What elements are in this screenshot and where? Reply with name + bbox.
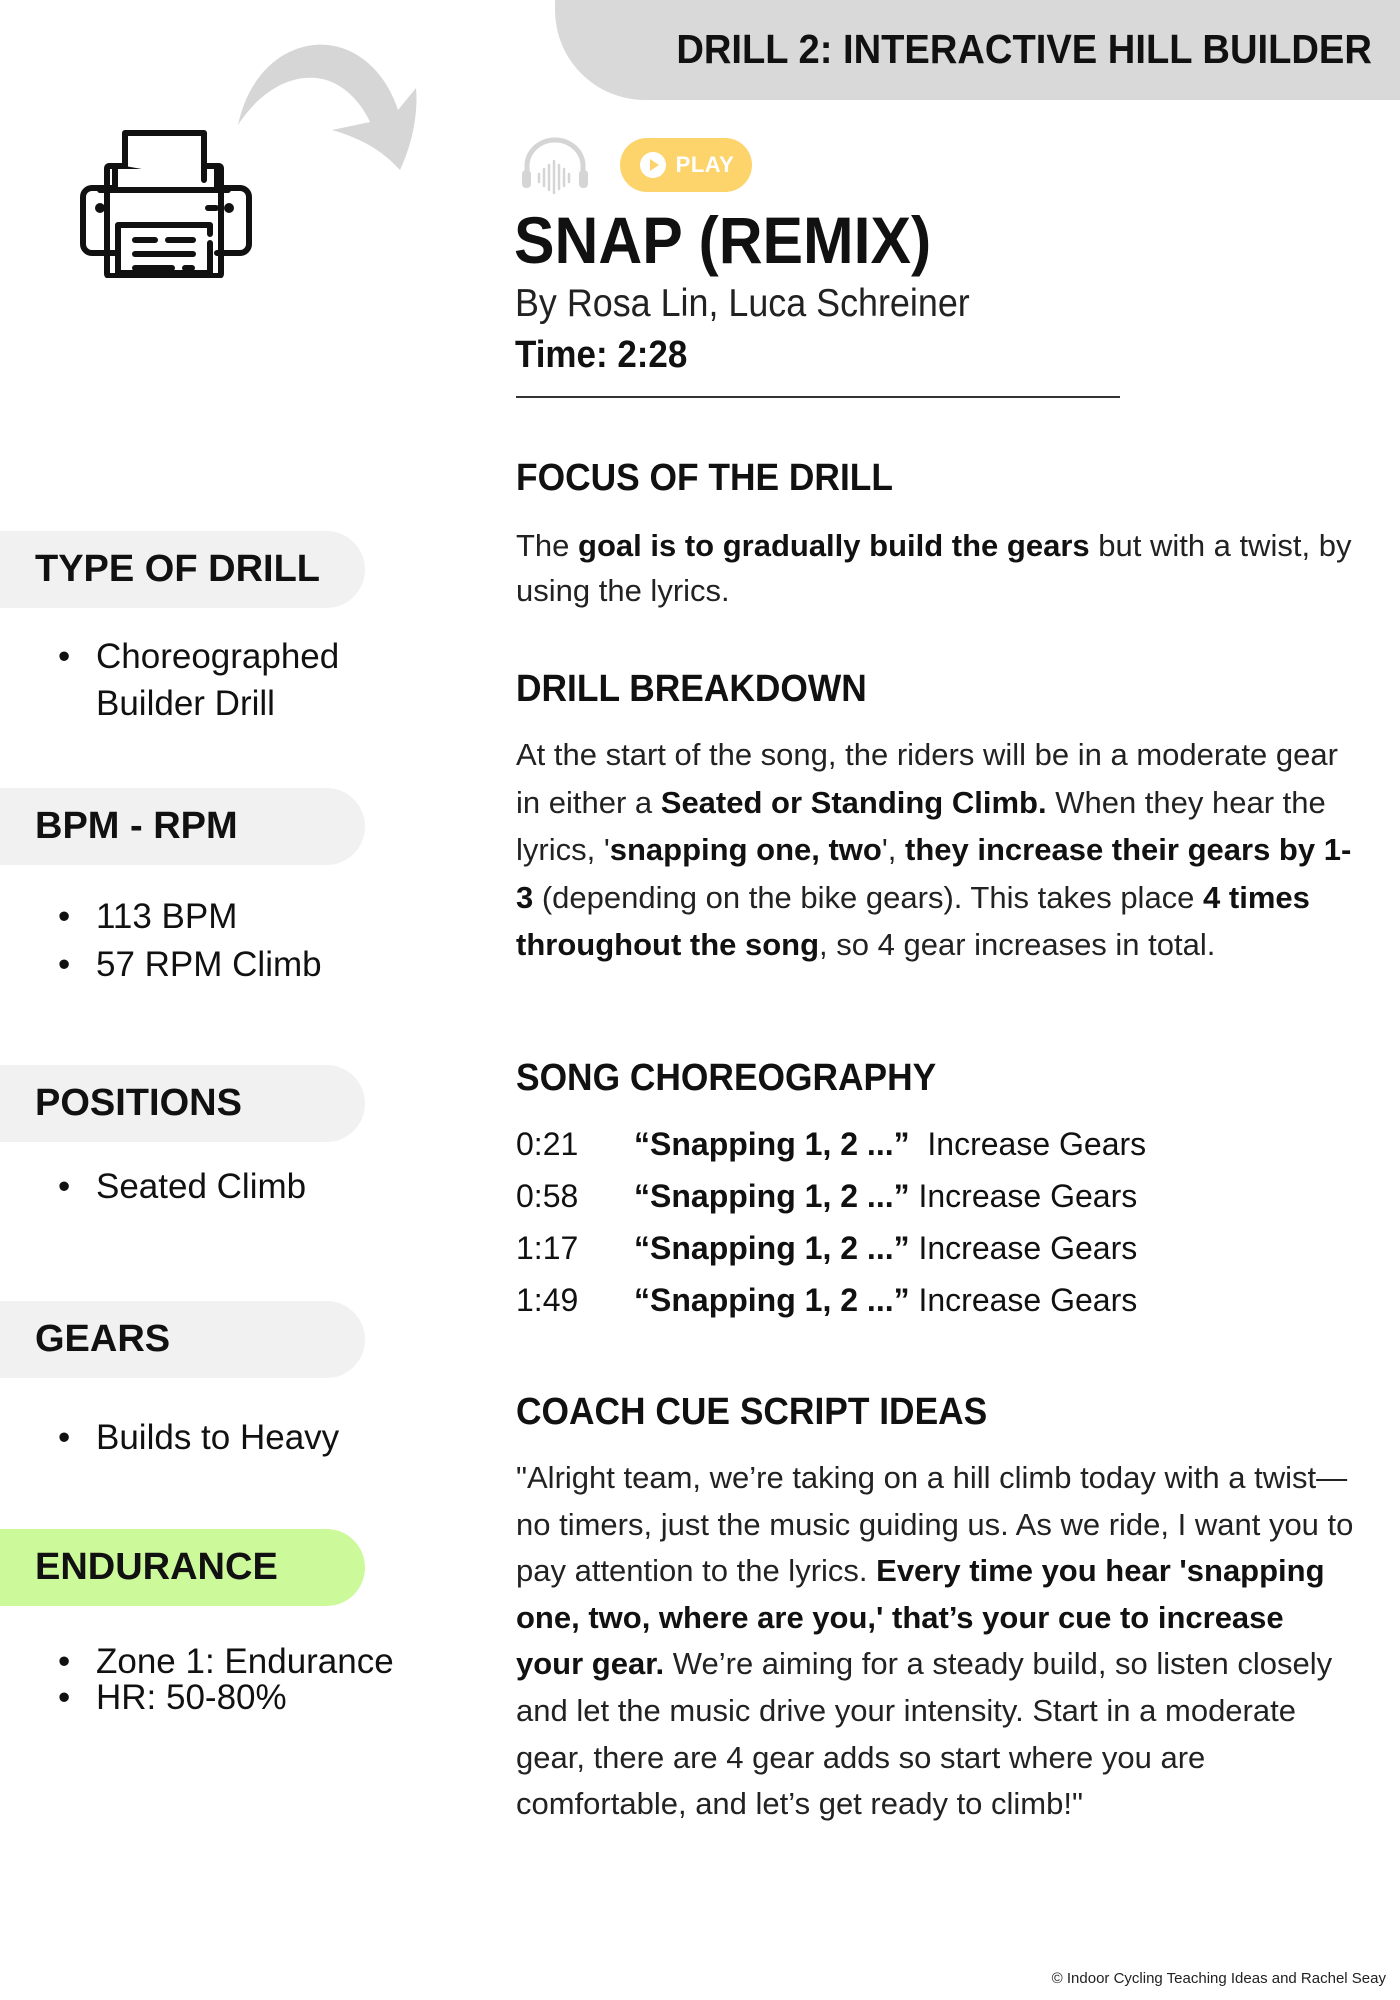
breakdown-text: At the start of the song, the riders will be in a moderate gear in either a Seated or Standing Climb. When they hear the lyrics, 'snapping one, two', they increase their gears by 1-3 (depending on the bike gears). This takes place 4 times throughout the song, so 4 gear increases in total. xyxy=(516,737,1352,963)
choreo-action: Increase Gears xyxy=(918,1230,1138,1266)
type-of-drill-list xyxy=(58,633,339,727)
list-item: • 57 RPM Climb xyxy=(58,941,322,989)
song-time: Time: 2:28 xyxy=(515,334,688,376)
sidebar-section-positions xyxy=(0,1065,365,1142)
choreo-time: 0:58 xyxy=(516,1178,579,1214)
drill-title: DRILL 2: INTERACTIVE HILL BUILDER xyxy=(676,26,1372,72)
divider xyxy=(516,396,1120,398)
play-circle-icon xyxy=(638,150,668,180)
section-label: ENDURANCE xyxy=(35,1546,278,1588)
bpm-rpm-list xyxy=(58,893,322,989)
list-item: • HR: 50-80% xyxy=(58,1680,394,1716)
choreo-cue: “Snapping 1, 2 ...” xyxy=(634,1126,910,1162)
focus-heading: FOCUS OF THE DRILL xyxy=(516,457,893,499)
play-label: PLAY xyxy=(675,152,735,177)
list-item: • 113 BPM xyxy=(58,893,322,941)
section-label: GEARS xyxy=(35,1318,171,1360)
list-item: • Builds to Heavy xyxy=(58,1414,339,1462)
choreo-cue: “Snapping 1, 2 ...” xyxy=(634,1178,910,1214)
song-artist: By Rosa Lin, Luca Schreiner xyxy=(515,282,970,325)
play-button[interactable] xyxy=(620,138,752,192)
choreo-action: Increase Gears xyxy=(918,1178,1138,1214)
endurance-list xyxy=(58,1644,394,1716)
sidebar-section-endurance xyxy=(0,1529,365,1606)
sidebar-section-type-of-drill xyxy=(0,531,365,608)
list-item: • Zone 1: Endurance xyxy=(58,1644,394,1680)
choreography-heading: SONG CHOREOGRAPHY xyxy=(516,1057,937,1099)
choreo-time: 1:17 xyxy=(516,1230,579,1266)
choreo-time: 1:49 xyxy=(516,1282,579,1318)
coach-heading: COACH CUE SCRIPT IDEAS xyxy=(516,1391,988,1433)
sidebar-section-bpm-rpm xyxy=(0,788,365,865)
list-item: • Seated Climb xyxy=(58,1163,306,1211)
choreo-time: 0:21 xyxy=(516,1126,579,1162)
positions-list xyxy=(58,1163,306,1211)
list-item: • Choreographed Builder Drill xyxy=(58,633,339,727)
sidebar-section-gears xyxy=(0,1301,365,1378)
choreo-action: Increase Gears xyxy=(918,1282,1138,1318)
section-label: POSITIONS xyxy=(35,1082,242,1124)
choreo-cue: “Snapping 1, 2 ...” xyxy=(634,1230,910,1266)
choreo-cue: “Snapping 1, 2 ...” xyxy=(634,1282,910,1318)
headphones-icon xyxy=(521,136,589,194)
curved-arrow-icon xyxy=(232,30,422,175)
song-title: SNAP (REMIX) xyxy=(514,203,932,277)
coach-script-text: "Alright team, we’re taking on a hill climb today with a twist—no timers, just the music guiding us. As we ride, I want you to pay attention to the lyrics. Every time you hear 'snapping one, two, where are you,' that’s your cue to increase your gear. We’re aiming for a steady build, so listen closely and let the music drive your intensity. Start in a moderate gear, there are 4 gear adds so start where you are comfortable, and let’s get ready to climb!" xyxy=(516,1460,1354,1822)
copyright-footer: © Indoor Cycling Teaching Ideas and Rachel Seay xyxy=(1051,1970,1386,1987)
drill-header-banner xyxy=(555,0,1400,100)
gears-list xyxy=(58,1414,339,1462)
breakdown-heading: DRILL BREAKDOWN xyxy=(516,668,867,710)
focus-text: The goal is to gradually build the gears but with a twist, by using the lyrics. xyxy=(516,528,1352,608)
choreo-action: Increase Gears xyxy=(927,1126,1147,1162)
section-label: TYPE OF DRILL xyxy=(35,548,320,590)
section-label: BPM - RPM xyxy=(35,805,238,847)
